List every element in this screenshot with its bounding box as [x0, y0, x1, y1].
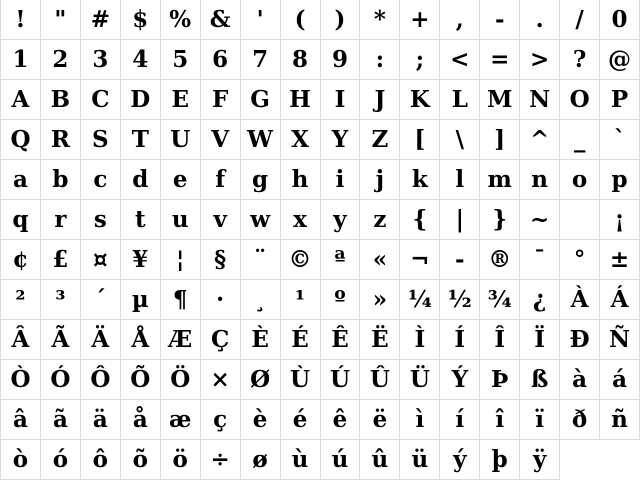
glyph-cell: É [281, 320, 321, 360]
glyph-cell: 4 [121, 40, 161, 80]
glyph-cell: f [201, 160, 241, 200]
glyph-cell: b [41, 160, 81, 200]
glyph-cell: ? [560, 40, 600, 80]
glyph-cell: } [480, 200, 520, 240]
glyph-cell: õ [121, 440, 161, 480]
glyph-cell: K [400, 80, 440, 120]
glyph-cell: ) [321, 0, 361, 40]
glyph-cell: 6 [201, 40, 241, 80]
glyph-cell: Ø [241, 360, 281, 400]
glyph-cell: Ô [81, 360, 121, 400]
glyph-cell: C [81, 80, 121, 120]
glyph-cell: ¸ [241, 280, 281, 320]
glyph-cell: ¤ [81, 240, 121, 280]
glyph-cell: * [360, 0, 400, 40]
glyph-cell: l [440, 160, 480, 200]
glyph-cell: ¥ [121, 240, 161, 280]
glyph-cell: · [201, 280, 241, 320]
glyph-cell: q [1, 200, 41, 240]
glyph-cell: e [161, 160, 201, 200]
glyph-cell: 9 [321, 40, 361, 80]
glyph-cell: \ [440, 120, 480, 160]
glyph-cell: O [560, 80, 600, 120]
glyph-cell: h [281, 160, 321, 200]
glyph-cell [560, 200, 600, 240]
glyph-cell: À [560, 280, 600, 320]
glyph-cell: Ã [41, 320, 81, 360]
glyph-cell: G [241, 80, 281, 120]
glyph-cell: E [161, 80, 201, 120]
void-cell [600, 440, 640, 480]
glyph-cell: z [360, 200, 400, 240]
glyph-cell: a [1, 160, 41, 200]
glyph-cell: ä [81, 400, 121, 440]
glyph-cell: ½ [440, 280, 480, 320]
glyph-cell: s [81, 200, 121, 240]
glyph-cell: 2 [41, 40, 81, 80]
glyph-cell: þ [480, 440, 520, 480]
glyph-cell: ã [41, 400, 81, 440]
glyph-cell: à [560, 360, 600, 400]
glyph-cell: Ä [81, 320, 121, 360]
void-cell [560, 440, 600, 480]
glyph-cell: á [600, 360, 640, 400]
glyph-cell: ß [520, 360, 560, 400]
glyph-cell: " [41, 0, 81, 40]
glyph-cell: â [1, 400, 41, 440]
glyph-cell: ¯ [520, 240, 560, 280]
glyph-cell: < [440, 40, 480, 80]
glyph-cell: _ [560, 120, 600, 160]
glyph-cell: ` [600, 120, 640, 160]
glyph-cell: - [440, 240, 480, 280]
glyph-cell: ' [241, 0, 281, 40]
glyph-cell: ÿ [520, 440, 560, 480]
glyph-cell: Ò [1, 360, 41, 400]
glyph-cell: X [281, 120, 321, 160]
glyph-cell: o [560, 160, 600, 200]
glyph-cell: Ì [400, 320, 440, 360]
glyph-cell: Ö [161, 360, 201, 400]
glyph-cell: 7 [241, 40, 281, 80]
glyph-cell: î [480, 400, 520, 440]
glyph-cell: , [440, 0, 480, 40]
glyph-cell: ² [1, 280, 41, 320]
glyph-cell: ³ [41, 280, 81, 320]
glyph-cell: ó [41, 440, 81, 480]
glyph-cell: ô [81, 440, 121, 480]
glyph-cell: i [321, 160, 361, 200]
glyph-cell: j [360, 160, 400, 200]
glyph-cell: P [600, 80, 640, 120]
glyph-cell: @ [600, 40, 640, 80]
glyph-cell: ê [321, 400, 361, 440]
glyph-cell: ¿ [520, 280, 560, 320]
glyph-cell: í [440, 400, 480, 440]
glyph-cell: D [121, 80, 161, 120]
glyph-cell: å [121, 400, 161, 440]
glyph-cell: { [400, 200, 440, 240]
glyph-cell: A [1, 80, 41, 120]
glyph-cell: ð [560, 400, 600, 440]
glyph-cell: ç [201, 400, 241, 440]
glyph-cell: Ý [440, 360, 480, 400]
glyph-cell: Î [480, 320, 520, 360]
glyph-cell: $ [121, 0, 161, 40]
glyph-cell: B [41, 80, 81, 120]
glyph-cell: ^ [520, 120, 560, 160]
glyph-cell: È [241, 320, 281, 360]
glyph-cell: u [161, 200, 201, 240]
glyph-cell: Ð [560, 320, 600, 360]
glyph-cell: Þ [480, 360, 520, 400]
glyph-cell: ¦ [161, 240, 201, 280]
glyph-cell: / [560, 0, 600, 40]
glyph-cell: ~ [520, 200, 560, 240]
glyph-cell: ñ [600, 400, 640, 440]
glyph-cell: Ñ [600, 320, 640, 360]
glyph-cell: ù [281, 440, 321, 480]
glyph-cell: ö [161, 440, 201, 480]
glyph-cell: = [480, 40, 520, 80]
glyph-cell: ¶ [161, 280, 201, 320]
glyph-cell: % [161, 0, 201, 40]
glyph-cell: N [520, 80, 560, 120]
glyph-cell: ® [480, 240, 520, 280]
glyph-cell: Á [600, 280, 640, 320]
glyph-cell: £ [41, 240, 81, 280]
glyph-cell: - [480, 0, 520, 40]
glyph-cell: Æ [161, 320, 201, 360]
glyph-cell: » [360, 280, 400, 320]
glyph-cell: § [201, 240, 241, 280]
glyph-cell: L [440, 80, 480, 120]
glyph-cell: ( [281, 0, 321, 40]
glyph-cell: 5 [161, 40, 201, 80]
glyph-cell: é [281, 400, 321, 440]
glyph-cell: ¾ [480, 280, 520, 320]
glyph-cell: Â [1, 320, 41, 360]
glyph-cell: Å [121, 320, 161, 360]
glyph-cell: x [281, 200, 321, 240]
glyph-cell: 0 [600, 0, 640, 40]
glyph-cell: ¼ [400, 280, 440, 320]
glyph-cell: H [281, 80, 321, 120]
glyph-cell: [ [400, 120, 440, 160]
glyph-cell: & [201, 0, 241, 40]
glyph-cell: 8 [281, 40, 321, 80]
glyph-cell: Q [1, 120, 41, 160]
glyph-cell: 3 [81, 40, 121, 80]
glyph-cell: Ë [360, 320, 400, 360]
glyph-cell: Ú [321, 360, 361, 400]
glyph-cell: Z [360, 120, 400, 160]
glyph-cell: ª [321, 240, 361, 280]
glyph-cell: Ï [520, 320, 560, 360]
glyph-cell: ´ [81, 280, 121, 320]
glyph-cell: F [201, 80, 241, 120]
glyph-cell: ¬ [400, 240, 440, 280]
glyph-cell: ÷ [201, 440, 241, 480]
glyph-cell: ü [400, 440, 440, 480]
glyph-cell: T [121, 120, 161, 160]
glyph-cell: ø [241, 440, 281, 480]
glyph-cell: ò [1, 440, 41, 480]
glyph-cell: × [201, 360, 241, 400]
glyph-cell: y [321, 200, 361, 240]
glyph-cell: Y [321, 120, 361, 160]
glyph-cell: d [121, 160, 161, 200]
glyph-cell: è [241, 400, 281, 440]
glyph-cell: Ê [321, 320, 361, 360]
glyph-cell: ] [480, 120, 520, 160]
glyph-cell: S [81, 120, 121, 160]
glyph-cell: J [360, 80, 400, 120]
glyph-cell: c [81, 160, 121, 200]
glyph-cell: Ù [281, 360, 321, 400]
glyph-cell: U [161, 120, 201, 160]
glyph-cell: ° [560, 240, 600, 280]
glyph-cell: û [360, 440, 400, 480]
glyph-cell: m [480, 160, 520, 200]
glyph-cell: Û [360, 360, 400, 400]
glyph-cell: © [281, 240, 321, 280]
glyph-cell: æ [161, 400, 201, 440]
glyph-cell: Ç [201, 320, 241, 360]
glyph-cell: V [201, 120, 241, 160]
glyph-cell: ¡ [600, 200, 640, 240]
glyph-cell: p [600, 160, 640, 200]
glyph-cell: º [321, 280, 361, 320]
glyph-cell: ì [400, 400, 440, 440]
glyph-cell: k [400, 160, 440, 200]
glyph-cell: ý [440, 440, 480, 480]
glyph-cell: r [41, 200, 81, 240]
glyph-cell: R [41, 120, 81, 160]
glyph-cell: ; [400, 40, 440, 80]
glyph-cell: 1 [1, 40, 41, 80]
glyph-cell: ï [520, 400, 560, 440]
glyph-cell: v [201, 200, 241, 240]
glyph-cell: ¢ [1, 240, 41, 280]
glyph-cell: + [400, 0, 440, 40]
glyph-cell: > [520, 40, 560, 80]
glyph-cell: n [520, 160, 560, 200]
glyph-cell: ë [360, 400, 400, 440]
glyph-cell: : [360, 40, 400, 80]
glyph-cell: µ [121, 280, 161, 320]
glyph-cell: W [241, 120, 281, 160]
glyph-cell: Õ [121, 360, 161, 400]
glyph-cell: . [520, 0, 560, 40]
glyph-cell: Ü [400, 360, 440, 400]
glyph-cell: I [321, 80, 361, 120]
glyph-cell: # [81, 0, 121, 40]
glyph-cell: g [241, 160, 281, 200]
glyph-cell: ú [321, 440, 361, 480]
glyph-cell: Í [440, 320, 480, 360]
glyph-cell: ± [600, 240, 640, 280]
glyph-cell: t [121, 200, 161, 240]
glyph-cell: | [440, 200, 480, 240]
glyph-cell: w [241, 200, 281, 240]
glyph-cell: « [360, 240, 400, 280]
glyph-cell: Ó [41, 360, 81, 400]
glyph-cell: ! [1, 0, 41, 40]
glyph-cell: M [480, 80, 520, 120]
glyph-cell: ¨ [241, 240, 281, 280]
glyph-cell: ¹ [281, 280, 321, 320]
